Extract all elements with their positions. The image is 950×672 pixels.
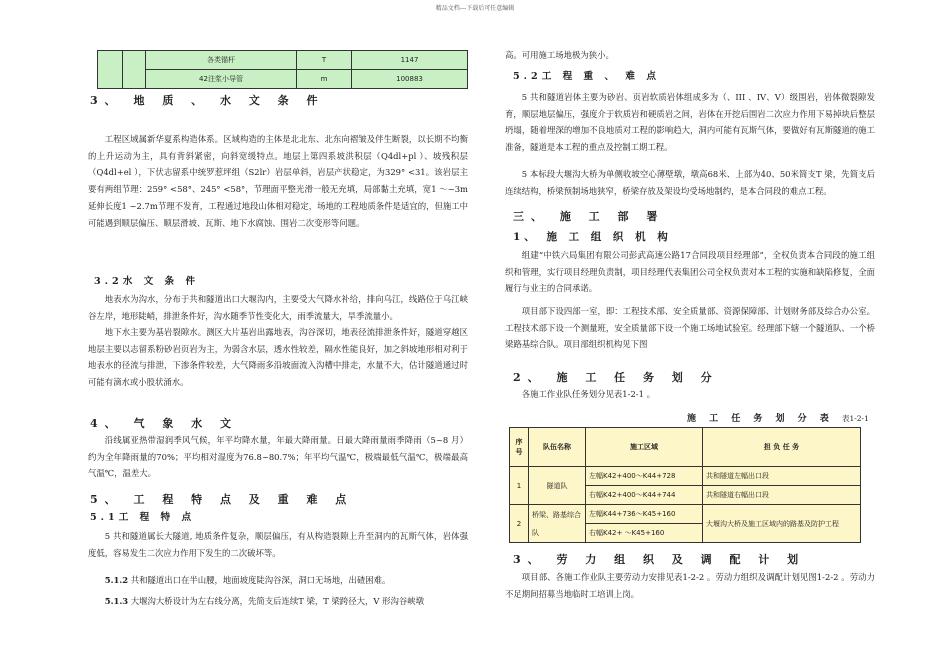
section-title: 3、 地 质 、 水 文 条 件	[90, 94, 325, 107]
table-cell: 大堰沟大桥及施工区域内的路基及防护工程	[703, 505, 861, 543]
table-caption	[687, 411, 869, 424]
table-row	[510, 505, 861, 524]
table-cell: 1	[510, 467, 529, 505]
paragraph: 5 共和隧道属长大隧道, 地质条件复杂，顺层偏压，有从构造裂隙上升至洞内的瓦斯气体，岩体强度低，容易发生二次应力作用下发生的二次破坏等。	[88, 531, 468, 558]
table-row	[98, 51, 468, 70]
table-cell: 100883	[352, 70, 468, 89]
item-number: 5.1.2	[104, 575, 129, 585]
table-number: 表1-2-1	[841, 414, 869, 423]
table-cell: 左幅K44+736～K45+160	[586, 505, 703, 524]
paragraph: 工程区域属新华夏系构造体系。区域构造的主体是北北东、北东向褶皱及伴生断裂，以长期不均衡的上升运动为主，具有背斜紧密，向斜宽缓特点。地层上第四系坡洪积层（Q4dl+pl ）、坡残积层（Q4dl+el ），下伏志留系中统罗惹坪组（S2lr）岩层单斜，岩层产状稳定，为329° <31。该岩层主要有两组节理：259° <58°、245° <58°，节理面平整光滑一般无充填，局部黏土充填，宽1 ～~3m延伸长度1 ~2.7m节理不发育，工程通过地段山体相对稳定，场地的工程地质条件是适宜的，但施工中可能遇到顺层偏压、顺层滑坡、瓦斯、地下水腐蚀、围岩二次变形等问题。	[88, 134, 468, 228]
table-cell: 1147	[352, 51, 468, 70]
paragraph: 5 本标段大堰沟大桥为单侧收坡空心薄壁墩，墩高68米、上部为40、50米简支T 梁，先简支后连续结构，桥梁预制场地狭窄，桥梁存放及架设均受场地制约，是本合同段的难点工程。	[505, 169, 875, 196]
table-cell: 共和隧道左幅出口段	[703, 467, 861, 486]
header-cell: 队伍名称	[529, 428, 586, 467]
section-title: 2、 施 工 任 务 划 分	[513, 371, 719, 384]
header-cell: 施工区域	[586, 428, 703, 467]
item-number: 5.1.3	[104, 596, 129, 606]
paragraph: 5 共和隧道岩体主要为砂岩、页岩软质岩体组成多为（、III 、IV、V）级围岩，岩体微裂隙发育，顺层地层偏压，强度介于软质岩和硬质岩之间，岩体在开挖后围岩二次应力作用下易掉块后整层坍塌，随着埋深的增加不良地质对工程的影响趋大，洞内可能有瓦斯气体，要做好有瓦斯隧道的施工准备，隧道是本工程的重点及控制工期工程。	[505, 92, 875, 153]
section-title: 5.2工 程 重 、 难 点	[513, 71, 660, 82]
paragraph: 项目部下设四部一室，即：工程技术部、安全质量部、资源保障部、计划财务部及综合办公室。工程技术部下设一个测量班，安全质量部下设一个施工场地试验室。经理部下辖一个隧道队、一个桥梁路基综合队。项目部组织机构见下图	[505, 306, 875, 350]
table-row	[510, 467, 861, 486]
table-cell: 2	[510, 505, 529, 543]
table-cell: 桥梁、路基综合队	[529, 505, 586, 543]
materials-table	[97, 50, 468, 89]
item-text: 大堰沟大桥设计为左右线分离，先简支后连续T 梁，T 梁跨径大，V 形沟谷峡墩	[130, 596, 425, 606]
table-cell: 右幅K42+400～K44+744	[586, 486, 703, 505]
table-cell: 右幅K42+ ～K45+160	[586, 524, 703, 543]
section-title: 1、 施 工 组 织 机 构	[513, 231, 672, 243]
table-cell: 42注浆小导管	[146, 70, 297, 89]
paragraph	[88, 572, 468, 589]
table-cell: 各类锚杆	[146, 51, 297, 70]
section-title: 5.1工 程 特 点	[90, 512, 196, 523]
header-cell: 担 负 任 务	[703, 428, 861, 467]
paragraph: 地表水为沟水，分布于共和隧道出口大堰沟内，主要受大气降水补给，排向乌江，线路位于乌江峡谷左岸，地形陡峭，排泄条件好，沟水随季节性变化大，雨季流量大，旱季流量小。	[88, 294, 468, 321]
paragraph: 项目部、各施工作业队主要劳动力安排见表1-2-2 。劳动力组织及调配计划见图1-2-2 。劳动力不足期间招募当地临时工培训上岗。	[505, 572, 875, 599]
paragraph	[88, 593, 468, 610]
section-title: 3、 劳 力 组 织 及 调 配 计 划	[513, 553, 806, 566]
paragraph: 各施工作业队任务划分见表1-2-1 。	[521, 389, 655, 399]
paragraph: 地下水主要为基岩裂隙水。测区大片基岩出露地表，沟谷深切，地表径流排泄条件好，隧道穿越区地层主要以志留系粉砂岩页岩为主，为弱含水层，透水性较差，隔水性能良好，加之斜坡地形相对利于地表水的径流与排泄，下渗条件较差，大气降雨多沿坡面流入沟槽中排走，水量不大，估计隧道通过时可能有滴水或小股状涌水。	[88, 327, 468, 388]
header-note: 精品文档---下载后可任意编辑	[435, 5, 515, 12]
table-cell: 隧道队	[529, 467, 586, 505]
header-cell: 序号	[510, 428, 529, 467]
table-cell: 左幅K42+400～K44+728	[586, 467, 703, 486]
section-title: 3.2水 文 条 件	[94, 276, 200, 287]
paragraph: 沿线属亚热带湿润季风气候，年平均降水量，年最大降雨量。日最大降雨量雨季降雨（5~8 月）约为全年降雨量的70%；平均相对湿度为76.8~80.7%；年平均气温℃，极端最低气温℃，极端最高气温℃，温差大。	[88, 435, 468, 479]
table-title: 施 工 任 务 划 分 表	[687, 414, 834, 424]
table-cell: T	[297, 51, 352, 70]
item-text: 共和隧道出口在半山腰，地面坡度陡沟谷深，洞口无场地，出碴困难。	[130, 575, 391, 585]
table-cell: 共和隧道右幅出口段	[703, 486, 861, 505]
paragraph: 高。可用施工场地极为狭小。	[505, 50, 614, 60]
table-cell: m	[297, 70, 352, 89]
paragraph: 组建“中铁六局集团有限公司彭武高速公路17合同段项目经理部”，全权负责本合同段的施工组织和管理，实行项目经理负责制，项目经理代表集团公司全权负责对本工程的实施和缺陷修复，全面履行与业主的合同承诺。	[505, 250, 875, 294]
section-title: 5、 工 程 特 点 及 重 难 点	[90, 493, 354, 506]
section-title: 4、 气 象 水 文	[90, 417, 238, 430]
table-header-row	[510, 428, 861, 467]
table-row	[98, 70, 468, 89]
section-title: 三、 施 工 部 署	[513, 210, 665, 223]
task-division-table	[509, 427, 861, 543]
